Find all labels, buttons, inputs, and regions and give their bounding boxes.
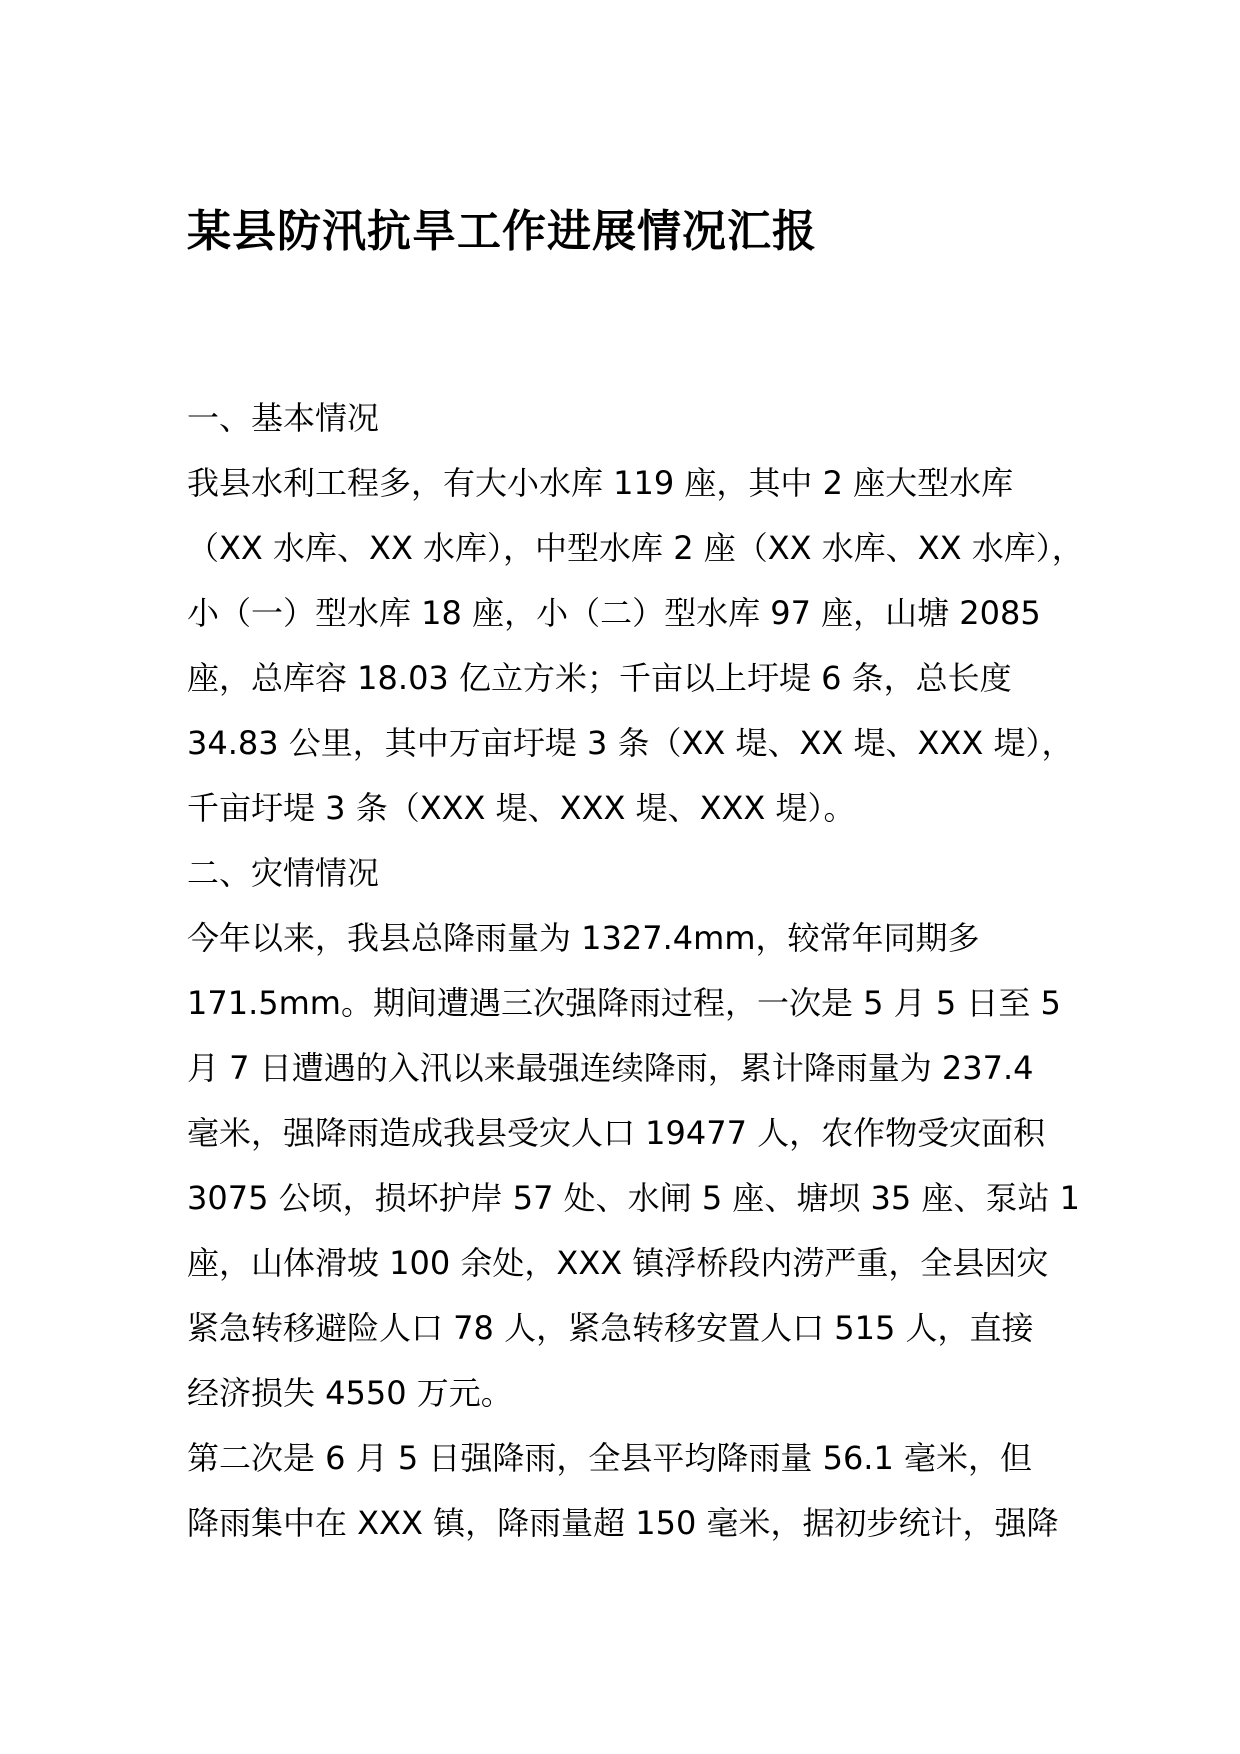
paragraph-line: 经济损失 4550 万元。 xyxy=(187,1374,513,1412)
paragraph-line: 第二次是 6 月 5 日强降雨，全县平均降雨量 56.1 毫米，但 xyxy=(187,1439,1033,1477)
document-title: 某县防汛抗旱工作进展情况汇报 xyxy=(187,206,817,257)
paragraph-line: 座，总库容 18.03 亿立方米；千亩以上圩堤 6 条，总长度 xyxy=(187,659,1012,697)
paragraph xyxy=(187,906,1080,1426)
paragraph-line: 3075 公顷，损坏护岸 57 处、水闸 5 座、塘坝 35 座、泵站 1 xyxy=(187,1179,1080,1217)
paragraph xyxy=(187,1426,1057,1556)
paragraph-line: 小（一）型水库 18 座，小（二）型水库 97 座，山塘 2085 xyxy=(187,594,1041,632)
paragraph-line: 171.5mm。期间遭遇三次强降雨过程，一次是 5 月 5 日至 5 xyxy=(187,984,1061,1022)
paragraph-line: 座，山体滑坡 100 余处，XXX 镇浮桥段内涝严重，全县因灾 xyxy=(187,1244,1049,1282)
paragraph-line: 我县水利工程多，有大小水库 119 座，其中 2 座大型水库 xyxy=(187,464,1014,502)
paragraph-line: 今年以来，我县总降雨量为 1327.4mm，较常年同期多 xyxy=(187,919,980,957)
paragraph-line: 紧急转移避险人口 78 人，紧急转移安置人口 515 人，直接 xyxy=(187,1309,1034,1347)
paragraph-line: 降雨集中在 XXX 镇，降雨量超 150 毫米，据初步统计，强降 xyxy=(187,1504,1059,1542)
section-heading: 二、灾情情况 xyxy=(187,854,380,892)
section-basic xyxy=(187,386,1084,841)
paragraph-line: （XX 水库、XX 水库），中型水库 2 座（XX 水库、XX 水库）， xyxy=(187,529,1084,567)
paragraph-line: 千亩圩堤 3 条（XXX 堤、XXX 堤、XXX 堤）。 xyxy=(187,789,856,827)
paragraph xyxy=(187,451,1084,841)
paragraph-line: 34.83 公里，其中万亩圩堤 3 条（XX 堤、XX 堤、XXX 堤）， xyxy=(187,724,1074,762)
paragraph-line: 月 7 日遭遇的入汛以来最强连续降雨，累计降雨量为 237.4 xyxy=(187,1049,1034,1087)
section-disaster xyxy=(187,841,1080,1556)
paragraph-line: 毫米，强降雨造成我县受灾人口 19477 人，农作物受灾面积 xyxy=(187,1114,1046,1152)
document-body xyxy=(187,386,1084,1556)
section-heading: 一、基本情况 xyxy=(187,399,380,437)
